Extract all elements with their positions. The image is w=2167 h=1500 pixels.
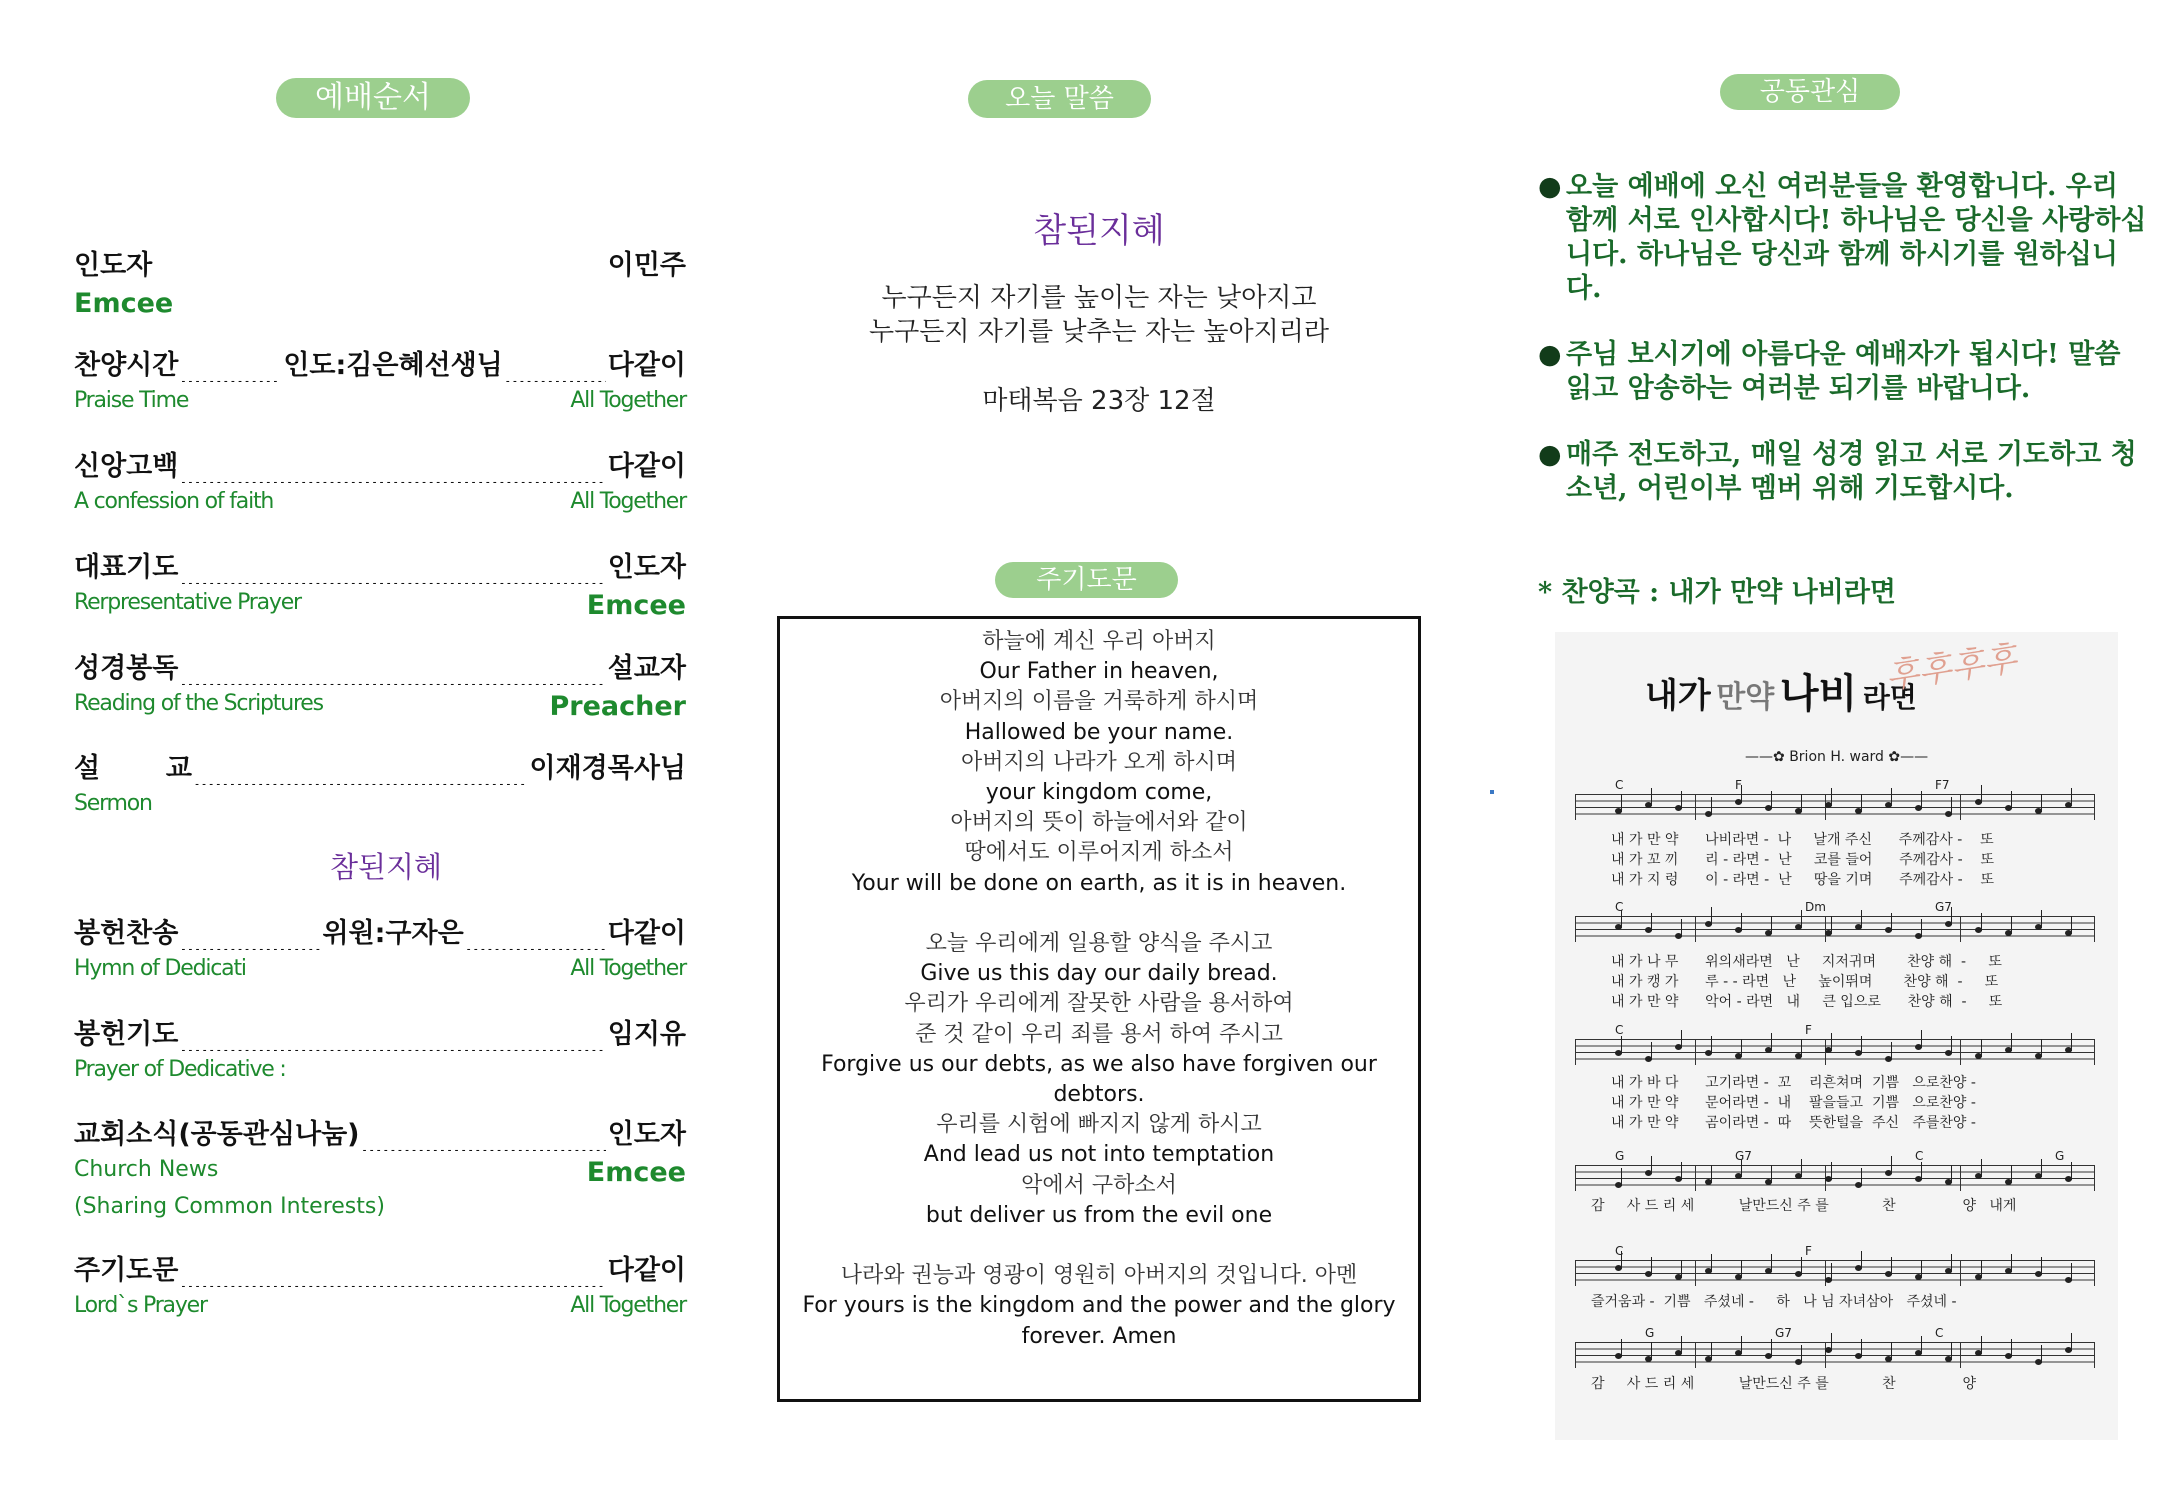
note-stem bbox=[2041, 1039, 2042, 1057]
bar-line bbox=[1960, 1342, 1961, 1368]
order-item-english-person: All Together bbox=[570, 388, 686, 413]
bar-line bbox=[1575, 1342, 1576, 1368]
order-item bbox=[74, 746, 686, 816]
order-item-english: Hymn of Dedicati bbox=[74, 956, 246, 981]
note-stem bbox=[2041, 794, 2042, 812]
note-stem bbox=[1771, 1033, 1772, 1051]
note-stem bbox=[1651, 913, 1652, 931]
chord-label: Dm bbox=[1805, 900, 1826, 914]
news-item-2 bbox=[1538, 338, 2148, 406]
chord-label: C bbox=[1915, 1149, 1924, 1163]
bar-line bbox=[1960, 794, 1961, 820]
note-stem bbox=[1741, 1039, 1742, 1057]
order-item-title: 대표기도 bbox=[74, 552, 179, 583]
prayer-line bbox=[780, 899, 1418, 929]
hymn-lyrics: 감 사 드 리 세 날만드신 주 를 찬 양 bbox=[1591, 1376, 1976, 1392]
order-item-english-person: Emcee bbox=[586, 1157, 686, 1188]
bar-line bbox=[1825, 916, 1826, 942]
prayer-line: Forgive us our debts, as we also have forgiven our bbox=[821, 1051, 1377, 1077]
note-stem bbox=[1891, 788, 1892, 806]
hymn-title: 내가 만약 나비 라면 bbox=[1645, 671, 1917, 717]
note-stem bbox=[2071, 1263, 2072, 1281]
order-item bbox=[74, 1248, 686, 1318]
order-item-person: 인도자 bbox=[607, 552, 686, 583]
note-stem bbox=[1651, 1042, 1652, 1060]
leader-dots bbox=[362, 1131, 606, 1151]
order-item-person: 임지유 bbox=[607, 1019, 686, 1050]
scripture-verse-1: 누구든지 자기를 높이는 자는 낮아지고 bbox=[881, 283, 1317, 313]
note-stem bbox=[2071, 788, 2072, 806]
prayer-line: Give us this day our daily bread. bbox=[920, 961, 1278, 987]
news-text: 오늘 예배에 오신 여러분들을 환영합니다. 우리 함께 서로 인사합시다! 하나님은 당신을 사랑하십니다. 하나님은 당신과 함께 하시기를 원하십니다. bbox=[1566, 171, 2147, 304]
note-stem bbox=[1861, 1168, 1862, 1186]
bar-line bbox=[1695, 1039, 1696, 1065]
note-stem bbox=[1651, 788, 1652, 806]
prayer-line: 오늘 우리에게 일용할 양식을 주시고 bbox=[925, 931, 1273, 957]
note-stem bbox=[1741, 1336, 1742, 1354]
chord-label: C bbox=[1615, 778, 1624, 792]
note-stem bbox=[2071, 1333, 2072, 1351]
leader-dots bbox=[180, 930, 320, 950]
order-item-title: 신앙고백 bbox=[74, 451, 179, 482]
leader-dots bbox=[180, 564, 605, 584]
prayer-line: your kingdom come, bbox=[985, 780, 1213, 806]
order-item-english-person: Preacher bbox=[549, 691, 686, 722]
prayer-line: 악에서 구하소서 bbox=[1021, 1172, 1177, 1198]
note-stem bbox=[2011, 1165, 2012, 1183]
order-item-english: Emcee bbox=[74, 288, 174, 319]
music-staff bbox=[1575, 794, 2095, 820]
note-stem bbox=[1831, 1162, 1832, 1180]
prayer-line: debtors. bbox=[1053, 1082, 1145, 1108]
note-stem bbox=[1681, 1162, 1682, 1180]
note-stem bbox=[1891, 1257, 1892, 1275]
order-item bbox=[74, 911, 686, 981]
bar-line bbox=[1960, 1260, 1961, 1286]
note-stem bbox=[1681, 791, 1682, 809]
note-stem bbox=[1981, 1159, 1982, 1177]
bar-line bbox=[1825, 1342, 1826, 1368]
stray-dot bbox=[1490, 790, 1494, 794]
chord-label: F bbox=[1805, 1023, 1812, 1037]
order-item-title: 봉헌찬송 bbox=[74, 918, 179, 949]
scripture-reference: 마태복음 23장 12절 bbox=[982, 386, 1216, 416]
leader-dots bbox=[180, 665, 605, 685]
note-stem bbox=[1771, 1254, 1772, 1272]
prayer-line: 준 것 같이 우리 죄를 용서 하여 주시고 bbox=[915, 1021, 1283, 1047]
note-stem bbox=[1831, 1263, 1832, 1281]
bar-line bbox=[1960, 1039, 1961, 1065]
note-stem bbox=[1921, 1260, 1922, 1278]
prayer-line bbox=[780, 1231, 1418, 1261]
prayer-line: 우리가 우리에게 잘못한 사람을 용서하여 bbox=[904, 991, 1294, 1017]
leader-dots bbox=[180, 1267, 605, 1287]
order-item-title: 교회소식(공동관심나눔) bbox=[74, 1119, 360, 1150]
order-item-english-person: Emcee bbox=[586, 590, 686, 621]
order-item-english-person: All Together bbox=[570, 1293, 686, 1318]
note-stem bbox=[1651, 1257, 1652, 1275]
note-stem bbox=[1711, 1165, 1712, 1183]
order-item bbox=[74, 243, 686, 319]
hymn-lyrics: 내 가 나 무 위의새라면 난 지저귀며 찬양 해 - 또 내 가 캥 가 루 - - 라면 난 높이뛰며 찬양 해 - 또 내 가 만 약 악어 - 라면 내 큰 입으로 찬양 해 - 또 bbox=[1611, 954, 2003, 1010]
note-stem bbox=[1951, 1036, 1952, 1054]
lords-prayer-box bbox=[777, 616, 1421, 1402]
bullet-icon: ● bbox=[1538, 339, 1562, 370]
music-staff bbox=[1575, 1039, 2095, 1065]
leader-dots bbox=[194, 765, 528, 785]
order-item-english: Lord`s Prayer bbox=[74, 1293, 207, 1318]
order-item-english: Praise Time bbox=[74, 388, 189, 413]
note-stem bbox=[1651, 1156, 1652, 1174]
bar-line bbox=[2094, 916, 2095, 942]
todays-word-pill: 오늘 말씀 bbox=[968, 80, 1151, 118]
note-stem bbox=[2011, 1339, 2012, 1357]
chord-label: F7 bbox=[1935, 778, 1950, 792]
bar-line bbox=[2094, 1165, 2095, 1191]
chord-label: G bbox=[1645, 1326, 1655, 1340]
order-item-title: 설 교 bbox=[74, 753, 192, 784]
news-text: 주님 보시기에 아름다운 예배자가 됩시다! 말씀 읽고 암송하는 여러분 되기를 바랍니다. bbox=[1566, 339, 2121, 404]
prayer-line: but deliver us from the evil one bbox=[925, 1202, 1273, 1228]
note-stem bbox=[1831, 1333, 1832, 1351]
note-stem bbox=[2011, 791, 2012, 809]
chord-label: G7 bbox=[1775, 1326, 1792, 1340]
order-item-leader: 인도:김은혜선생님 bbox=[283, 350, 503, 381]
order-item-person: 이민주 bbox=[607, 250, 686, 281]
bar-line bbox=[1575, 916, 1576, 942]
bar-line bbox=[1695, 1342, 1696, 1368]
music-staff bbox=[1575, 916, 2095, 942]
note-stem bbox=[1981, 1039, 1982, 1057]
note-stem bbox=[2011, 916, 2012, 934]
note-stem bbox=[1831, 916, 1832, 934]
prayer-line: 땅에서도 이루어지게 하소서 bbox=[964, 840, 1234, 866]
prayer-line: 나라와 권능과 영광이 영원히 아버지의 것입니다. 아멘 bbox=[840, 1263, 1358, 1289]
chord-label: F bbox=[1805, 1244, 1812, 1258]
bar-line bbox=[1960, 916, 1961, 942]
hymn-sheet-music bbox=[1555, 632, 2118, 1440]
note-stem bbox=[1681, 1336, 1682, 1354]
music-staff bbox=[1575, 1165, 2095, 1191]
prayer-line: Hallowed be your name. bbox=[964, 719, 1234, 745]
news-item-3 bbox=[1538, 438, 2148, 506]
order-item-title: 봉헌기도 bbox=[74, 1019, 179, 1050]
order-item-title: 인도자 bbox=[74, 250, 153, 281]
prayer-line: And lead us not into temptation bbox=[923, 1142, 1275, 1168]
prayer-line: 아버지의 나라가 오게 하시며 bbox=[960, 749, 1237, 775]
bar-line bbox=[1575, 1039, 1576, 1065]
note-stem bbox=[1891, 913, 1892, 931]
bar-line bbox=[2094, 1039, 2095, 1065]
order-item-person: 이재경목사님 bbox=[529, 753, 686, 784]
note-stem bbox=[1831, 788, 1832, 806]
chord-label: C bbox=[1615, 1023, 1624, 1037]
chord-label: C bbox=[1615, 1244, 1624, 1258]
note-stem bbox=[1801, 910, 1802, 928]
chord-label: G bbox=[2055, 1149, 2065, 1163]
note-stem bbox=[1861, 794, 1862, 812]
note-stem bbox=[2071, 916, 2072, 934]
note-stem bbox=[1801, 1257, 1802, 1275]
note-stem bbox=[1951, 1254, 1952, 1272]
note-stem bbox=[1801, 1345, 1802, 1363]
order-item bbox=[74, 646, 686, 722]
bar-line bbox=[2094, 794, 2095, 820]
leader-dots bbox=[466, 930, 606, 950]
bar-line bbox=[1575, 1260, 1576, 1286]
common-interest-pill: 공동관심 bbox=[1720, 74, 1900, 110]
news-text: 매주 전도하고, 매일 성경 읽고 서로 기도하고 청소년, 어린이부 멤버 위해 기도합시다. bbox=[1566, 439, 2137, 504]
chord-label: C bbox=[1935, 1326, 1944, 1340]
hymn-caption: * 찬양곡 : 내가 만약 나비라면 bbox=[1538, 577, 1896, 608]
note-stem bbox=[1921, 1030, 1922, 1048]
prayer-line: 우리를 시험에 빠지지 않게 하시고 bbox=[936, 1112, 1262, 1138]
music-staff bbox=[1575, 1342, 2095, 1368]
note-stem bbox=[1831, 1033, 1832, 1051]
note-stem bbox=[1711, 1342, 1712, 1360]
order-item-english: A confession of faith bbox=[74, 489, 274, 514]
bar-line bbox=[1695, 916, 1696, 942]
bar-line bbox=[2094, 1260, 2095, 1286]
scripture-verse-2: 누구든지 자기를 낮추는 자는 높아지리라 bbox=[868, 317, 1330, 347]
leader-dots bbox=[180, 362, 281, 382]
chord-label: G bbox=[1615, 1149, 1625, 1163]
bar-line bbox=[1575, 1165, 1576, 1191]
bullet-icon: ● bbox=[1538, 171, 1562, 202]
note-stem bbox=[1951, 1165, 1952, 1183]
note-stem bbox=[1801, 1039, 1802, 1057]
note-stem bbox=[1651, 1342, 1652, 1360]
order-item bbox=[74, 343, 686, 413]
bar-line bbox=[1695, 1165, 1696, 1191]
note-stem bbox=[2041, 1159, 2042, 1177]
note-stem bbox=[1681, 919, 1682, 937]
chord-label: G7 bbox=[1935, 900, 1952, 914]
hymn-lyrics: 내 가 만 약 나비라면 - 나 날개 주신 주께감사 - 또 내 가 꼬 끼 리 - 라면 - 난 코를 들어 주께감사 - 또 내 가 지 렁 이 - 라면 - 난 땅을 기며 주께감사 - 또 bbox=[1611, 832, 1995, 888]
prayer-line: 아버지의 이름을 거룩하게 하시며 bbox=[939, 689, 1259, 715]
note-stem bbox=[1711, 1036, 1712, 1054]
order-item-person: 다같이 bbox=[607, 1255, 686, 1286]
note-stem bbox=[1681, 1260, 1682, 1278]
order-item-title: 찬양시간 bbox=[74, 350, 179, 381]
news-item-1 bbox=[1538, 170, 2148, 306]
note-stem bbox=[2041, 1345, 2042, 1363]
note-stem bbox=[2071, 1162, 2072, 1180]
note-stem bbox=[2071, 1033, 2072, 1051]
worship-order-pill: 예배순서 bbox=[276, 78, 470, 118]
note-stem bbox=[1981, 913, 1982, 931]
note-stem bbox=[1621, 794, 1622, 812]
order-item-english: Prayer of Dedicative : bbox=[74, 1057, 286, 1082]
note-stem bbox=[1771, 1165, 1772, 1183]
order-item bbox=[74, 1012, 686, 1082]
bar-line bbox=[2094, 1342, 2095, 1368]
order-item-english: Rerpresentative Prayer bbox=[74, 590, 301, 615]
note-stem bbox=[1861, 1339, 1862, 1357]
note-stem bbox=[1951, 797, 1952, 815]
lords-prayer-pill: 주기도문 bbox=[995, 562, 1178, 598]
chord-label: F bbox=[1735, 778, 1742, 792]
note-stem bbox=[1861, 1251, 1862, 1269]
note-stem bbox=[1621, 1339, 1622, 1357]
note-stem bbox=[1741, 913, 1742, 931]
note-stem bbox=[2011, 1033, 2012, 1051]
prayer-line: 하늘에 계신 우리 아버지 bbox=[982, 629, 1216, 654]
note-stem bbox=[1891, 1156, 1892, 1174]
bar-line bbox=[1695, 1260, 1696, 1286]
note-stem bbox=[1891, 1342, 1892, 1360]
order-item-person: 다같이 bbox=[607, 451, 686, 482]
prayer-line: For yours is the kingdom and the power and the glory bbox=[802, 1293, 1396, 1319]
hymn-composer: ——✿ Brion H. ward ✿—— bbox=[1745, 749, 1929, 765]
prayer-line: forever. Amen bbox=[1021, 1323, 1177, 1349]
note-stem bbox=[2011, 1254, 2012, 1272]
order-item-english-extra: (Sharing Common Interests) bbox=[74, 1194, 385, 1219]
note-stem bbox=[1891, 1042, 1892, 1060]
order-item-english: Reading of the Scriptures bbox=[74, 691, 323, 716]
leader-dots bbox=[505, 362, 606, 382]
sermon-title-left: 참된지혜 bbox=[330, 850, 443, 884]
hymn-lyrics: 감 사 드 리 세 날만드신 주 를 찬 양 내게 bbox=[1591, 1198, 2017, 1214]
prayer-line: Our Father in heaven, bbox=[979, 659, 1219, 685]
order-item-english-person: All Together bbox=[570, 489, 686, 514]
note-stem bbox=[1771, 916, 1772, 934]
note-stem bbox=[1951, 1342, 1952, 1360]
note-stem bbox=[1681, 1030, 1682, 1048]
leader-dots bbox=[180, 463, 605, 483]
order-item-english: Sermon bbox=[74, 791, 152, 816]
note-stem bbox=[1921, 919, 1922, 937]
order-item-english-person: All Together bbox=[570, 956, 686, 981]
music-staff bbox=[1575, 1260, 2095, 1286]
note-stem bbox=[1981, 1260, 1982, 1278]
bar-line bbox=[1960, 1165, 1961, 1191]
chord-label: C bbox=[1615, 900, 1624, 914]
note-stem bbox=[1801, 1159, 1802, 1177]
bar-line bbox=[1575, 794, 1576, 820]
order-item bbox=[74, 444, 686, 514]
order-item bbox=[74, 545, 686, 621]
note-stem bbox=[2041, 910, 2042, 928]
note-stem bbox=[1921, 1162, 1922, 1180]
bullet-icon: ● bbox=[1538, 439, 1562, 470]
hymn-lyrics: 내 가 바 다 고기라면 - 꼬 리흔쳐며 기쁨 으로찬양 - 내 가 만 약 문어라면 - 내 팔을들고 기쁨 으로찬양 - 내 가 만 약 곰이라면 - 따 뜻한털을 주신 주를찬양 - bbox=[1611, 1075, 1976, 1131]
note-stem bbox=[1711, 797, 1712, 815]
note-stem bbox=[1801, 794, 1802, 812]
hymn-handwriting: 후후후후 bbox=[1883, 639, 2020, 697]
hymn-lyrics: 즐거움과 - 기쁨 주셨네 - 하 나 님 자녀삼아 주셨네 - bbox=[1591, 1294, 1957, 1310]
order-item-title: 성경봉독 bbox=[74, 653, 179, 684]
note-stem bbox=[1711, 907, 1712, 925]
order-item-title: 주기도문 bbox=[74, 1255, 179, 1286]
order-item-person: 다같이 bbox=[607, 918, 687, 949]
note-stem bbox=[1741, 1260, 1742, 1278]
note-stem bbox=[1921, 791, 1922, 809]
note-stem bbox=[1861, 910, 1862, 928]
note-stem bbox=[1981, 1336, 1982, 1354]
order-item-leader: 위원:구자은 bbox=[322, 918, 464, 949]
note-stem bbox=[2041, 1257, 2042, 1275]
note-stem bbox=[1771, 791, 1772, 809]
sermon-title: 참된지혜 bbox=[1033, 211, 1165, 251]
chord-label: G7 bbox=[1735, 1149, 1752, 1163]
bar-line bbox=[1695, 794, 1696, 820]
note-stem bbox=[1981, 785, 1982, 803]
order-item bbox=[74, 1112, 686, 1219]
note-stem bbox=[1621, 1168, 1622, 1186]
note-stem bbox=[1711, 1254, 1712, 1272]
note-stem bbox=[1921, 1336, 1922, 1354]
order-item-person: 설교자 bbox=[607, 653, 686, 684]
order-item-english: Church News bbox=[74, 1157, 219, 1182]
leader-dots bbox=[180, 1031, 605, 1051]
order-item-person: 인도자 bbox=[607, 1119, 686, 1150]
order-item-person: 다같이 bbox=[607, 350, 686, 381]
prayer-line: 아버지의 뜻이 하늘에서와 같이 bbox=[950, 810, 1248, 836]
note-stem bbox=[1771, 1339, 1772, 1357]
note-stem bbox=[1861, 1036, 1862, 1054]
prayer-line: Your will be done on earth, as it is in heaven. bbox=[851, 870, 1347, 896]
note-stem bbox=[1621, 1036, 1622, 1054]
